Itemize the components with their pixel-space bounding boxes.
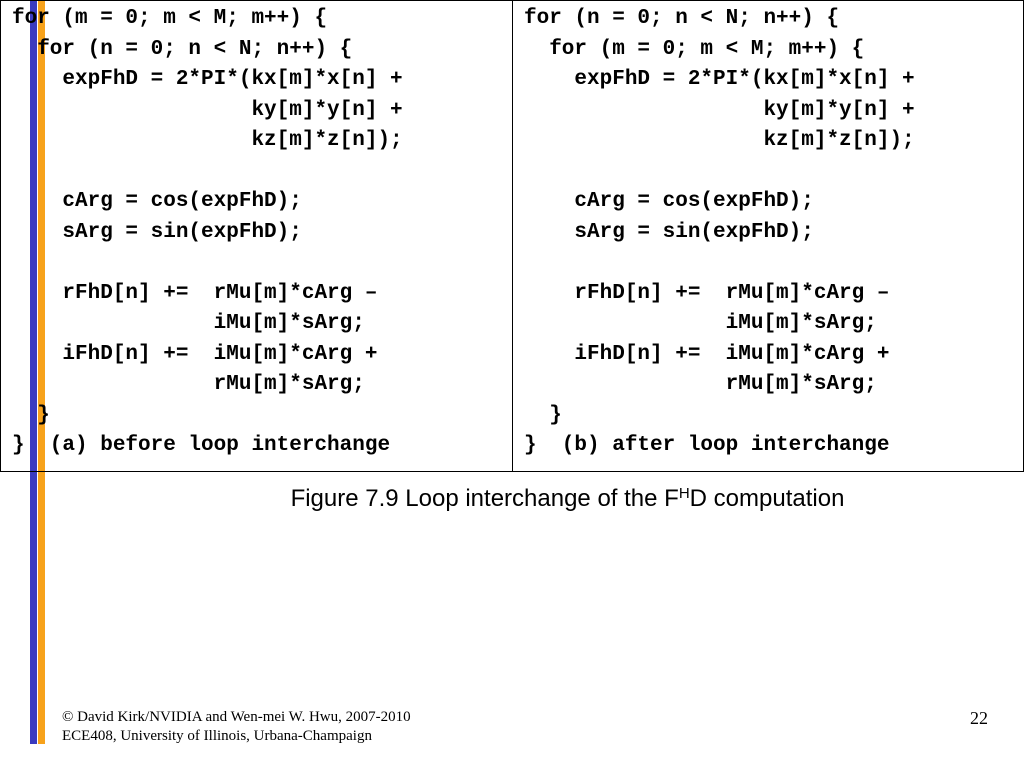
code-line: ky[m]*y[n] +	[524, 98, 915, 122]
code-line: ky[m]*y[n] +	[12, 98, 403, 122]
code-line: cArg = cos(expFhD);	[524, 190, 814, 213]
code-line: rFhD[n] += rMu[m]*cArg –	[12, 281, 378, 305]
caption-superscript: H	[678, 485, 690, 502]
code-line: rFhD[n] += rMu[m]*cArg –	[524, 281, 890, 305]
code-line: expFhD = 2*PI*(kx[m]*x[n] +	[524, 68, 915, 91]
code-line: } (b) after loop interchange	[524, 434, 890, 457]
copyright-line: © David Kirk/NVIDIA and Wen-mei W. Hwu, 2007-2010	[62, 709, 411, 725]
code-line: kz[m]*z[n]);	[12, 129, 403, 152]
table-column-divider	[512, 0, 513, 472]
code-line: }	[12, 403, 50, 427]
code-line: for (n = 0; n < N; n++) {	[524, 7, 840, 30]
code-line: cArg = cos(expFhD);	[12, 190, 302, 213]
code-line: iMu[m]*sArg;	[524, 312, 877, 335]
code-line: rMu[m]*sArg;	[12, 373, 365, 396]
code-line: for (n = 0; n < N; n++) {	[12, 37, 353, 61]
code-line: }	[524, 403, 562, 427]
code-line: for (m = 0; m < M; m++) {	[12, 7, 328, 30]
code-line: } (a) before loop interchange	[12, 434, 391, 457]
code-line: iFhD[n] += iMu[m]*cArg +	[524, 342, 890, 366]
caption-prefix: Figure 7.9 Loop interchange of the F	[290, 485, 679, 512]
page-number: 22	[970, 708, 988, 728]
code-line: expFhD = 2*PI*(kx[m]*x[n] +	[12, 68, 403, 91]
code-line: iMu[m]*sArg;	[12, 312, 365, 335]
code-line: for (m = 0; m < M; m++) {	[524, 37, 865, 61]
figure-caption	[0, 485, 1024, 513]
code-line: rMu[m]*sArg;	[524, 373, 877, 396]
course-line: ECE408, University of Illinois, Urbana-Champaign	[62, 728, 372, 744]
code-line: iFhD[n] += iMu[m]*cArg +	[12, 342, 378, 366]
code-line: kz[m]*z[n]);	[524, 129, 915, 152]
code-line: sArg = sin(expFhD);	[524, 220, 814, 244]
slide-footer	[62, 708, 411, 746]
code-line: sArg = sin(expFhD);	[12, 220, 302, 244]
caption-suffix: D computation	[689, 485, 845, 512]
